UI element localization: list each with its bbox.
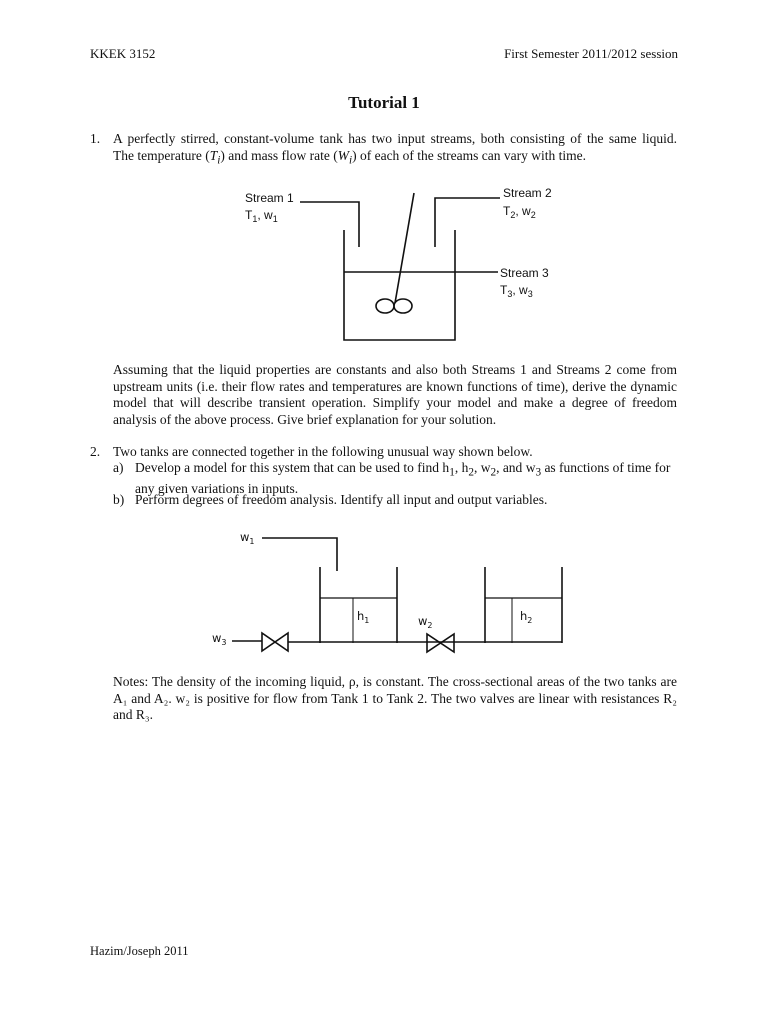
q2b-text: Perform degrees of freedom analysis. Identify all input and output variables.	[135, 492, 548, 507]
w3-label: $w_3$	[212, 631, 227, 647]
stream3-label: Stream 3	[500, 266, 549, 280]
stream2-vars: $T_2$, $w_2$	[503, 204, 536, 220]
q1-number: 1.	[90, 131, 101, 146]
session-label: First Semester 2011/2012 session	[504, 46, 678, 61]
footer-authors: Hazim/Joseph 2011	[90, 944, 189, 958]
q2-intro: Two tanks are connected together in the following unusual way shown below.	[113, 444, 533, 459]
w1-label: $w_1$	[240, 530, 255, 546]
q2a-text: Develop a model for this system that can be used to find $h_1$, $h_2$, $w_2$, and $w_3$ as functions of time for any given variations in inputs.	[135, 460, 671, 497]
valve-r2	[427, 634, 454, 652]
q2b-label: b)	[113, 492, 125, 507]
stream1-label: Stream 1	[245, 191, 294, 205]
q1-intro-line1: A perfectly stirred, constant-volume tank has two input streams, both consisting of the same liquid.	[113, 131, 677, 146]
q1-body: Assuming that the liquid properties are constants and also both Streams 1 and Streams 2 come from upstream units (i.e. their flow rates and temperatures are known functions of time), derive the dynamic model that will describe transient operation. Simplify your model and make a degree of freedom analysis of the above process. Give brief explanation for your solution.	[113, 362, 677, 427]
q1-intro-line2: The temperature $(T_i)$ and mass flow rate $(W_i)$ of each of the streams can vary with time.	[113, 147, 587, 167]
stream2-label: Stream 2	[503, 186, 552, 200]
h2-label: $h_2$	[520, 609, 533, 625]
w1-inlet-pipe	[262, 538, 337, 571]
valve-r3	[262, 633, 288, 651]
q2-number: 2.	[90, 444, 101, 459]
stream3-vars: $T_3$, $w_3$	[500, 283, 533, 299]
q2-notes: Notes: The density of the incoming liquid, ρ, is constant. The cross-sectional areas of the two tanks are A₁ and A₂. w₂ is positive for flow from Tank 1 to Tank 2. The two valves are linear with resistances R₂ and R₃.	[113, 674, 677, 722]
stream1-vars: $T_1$, $w_1$	[245, 208, 278, 224]
h1-label: $h_1$	[357, 609, 370, 625]
q2a-label: a)	[113, 460, 124, 475]
course-code: KKEK 3152	[90, 46, 156, 61]
w2-label: $w_2$	[418, 614, 433, 630]
page-title: Tutorial 1	[348, 93, 420, 112]
